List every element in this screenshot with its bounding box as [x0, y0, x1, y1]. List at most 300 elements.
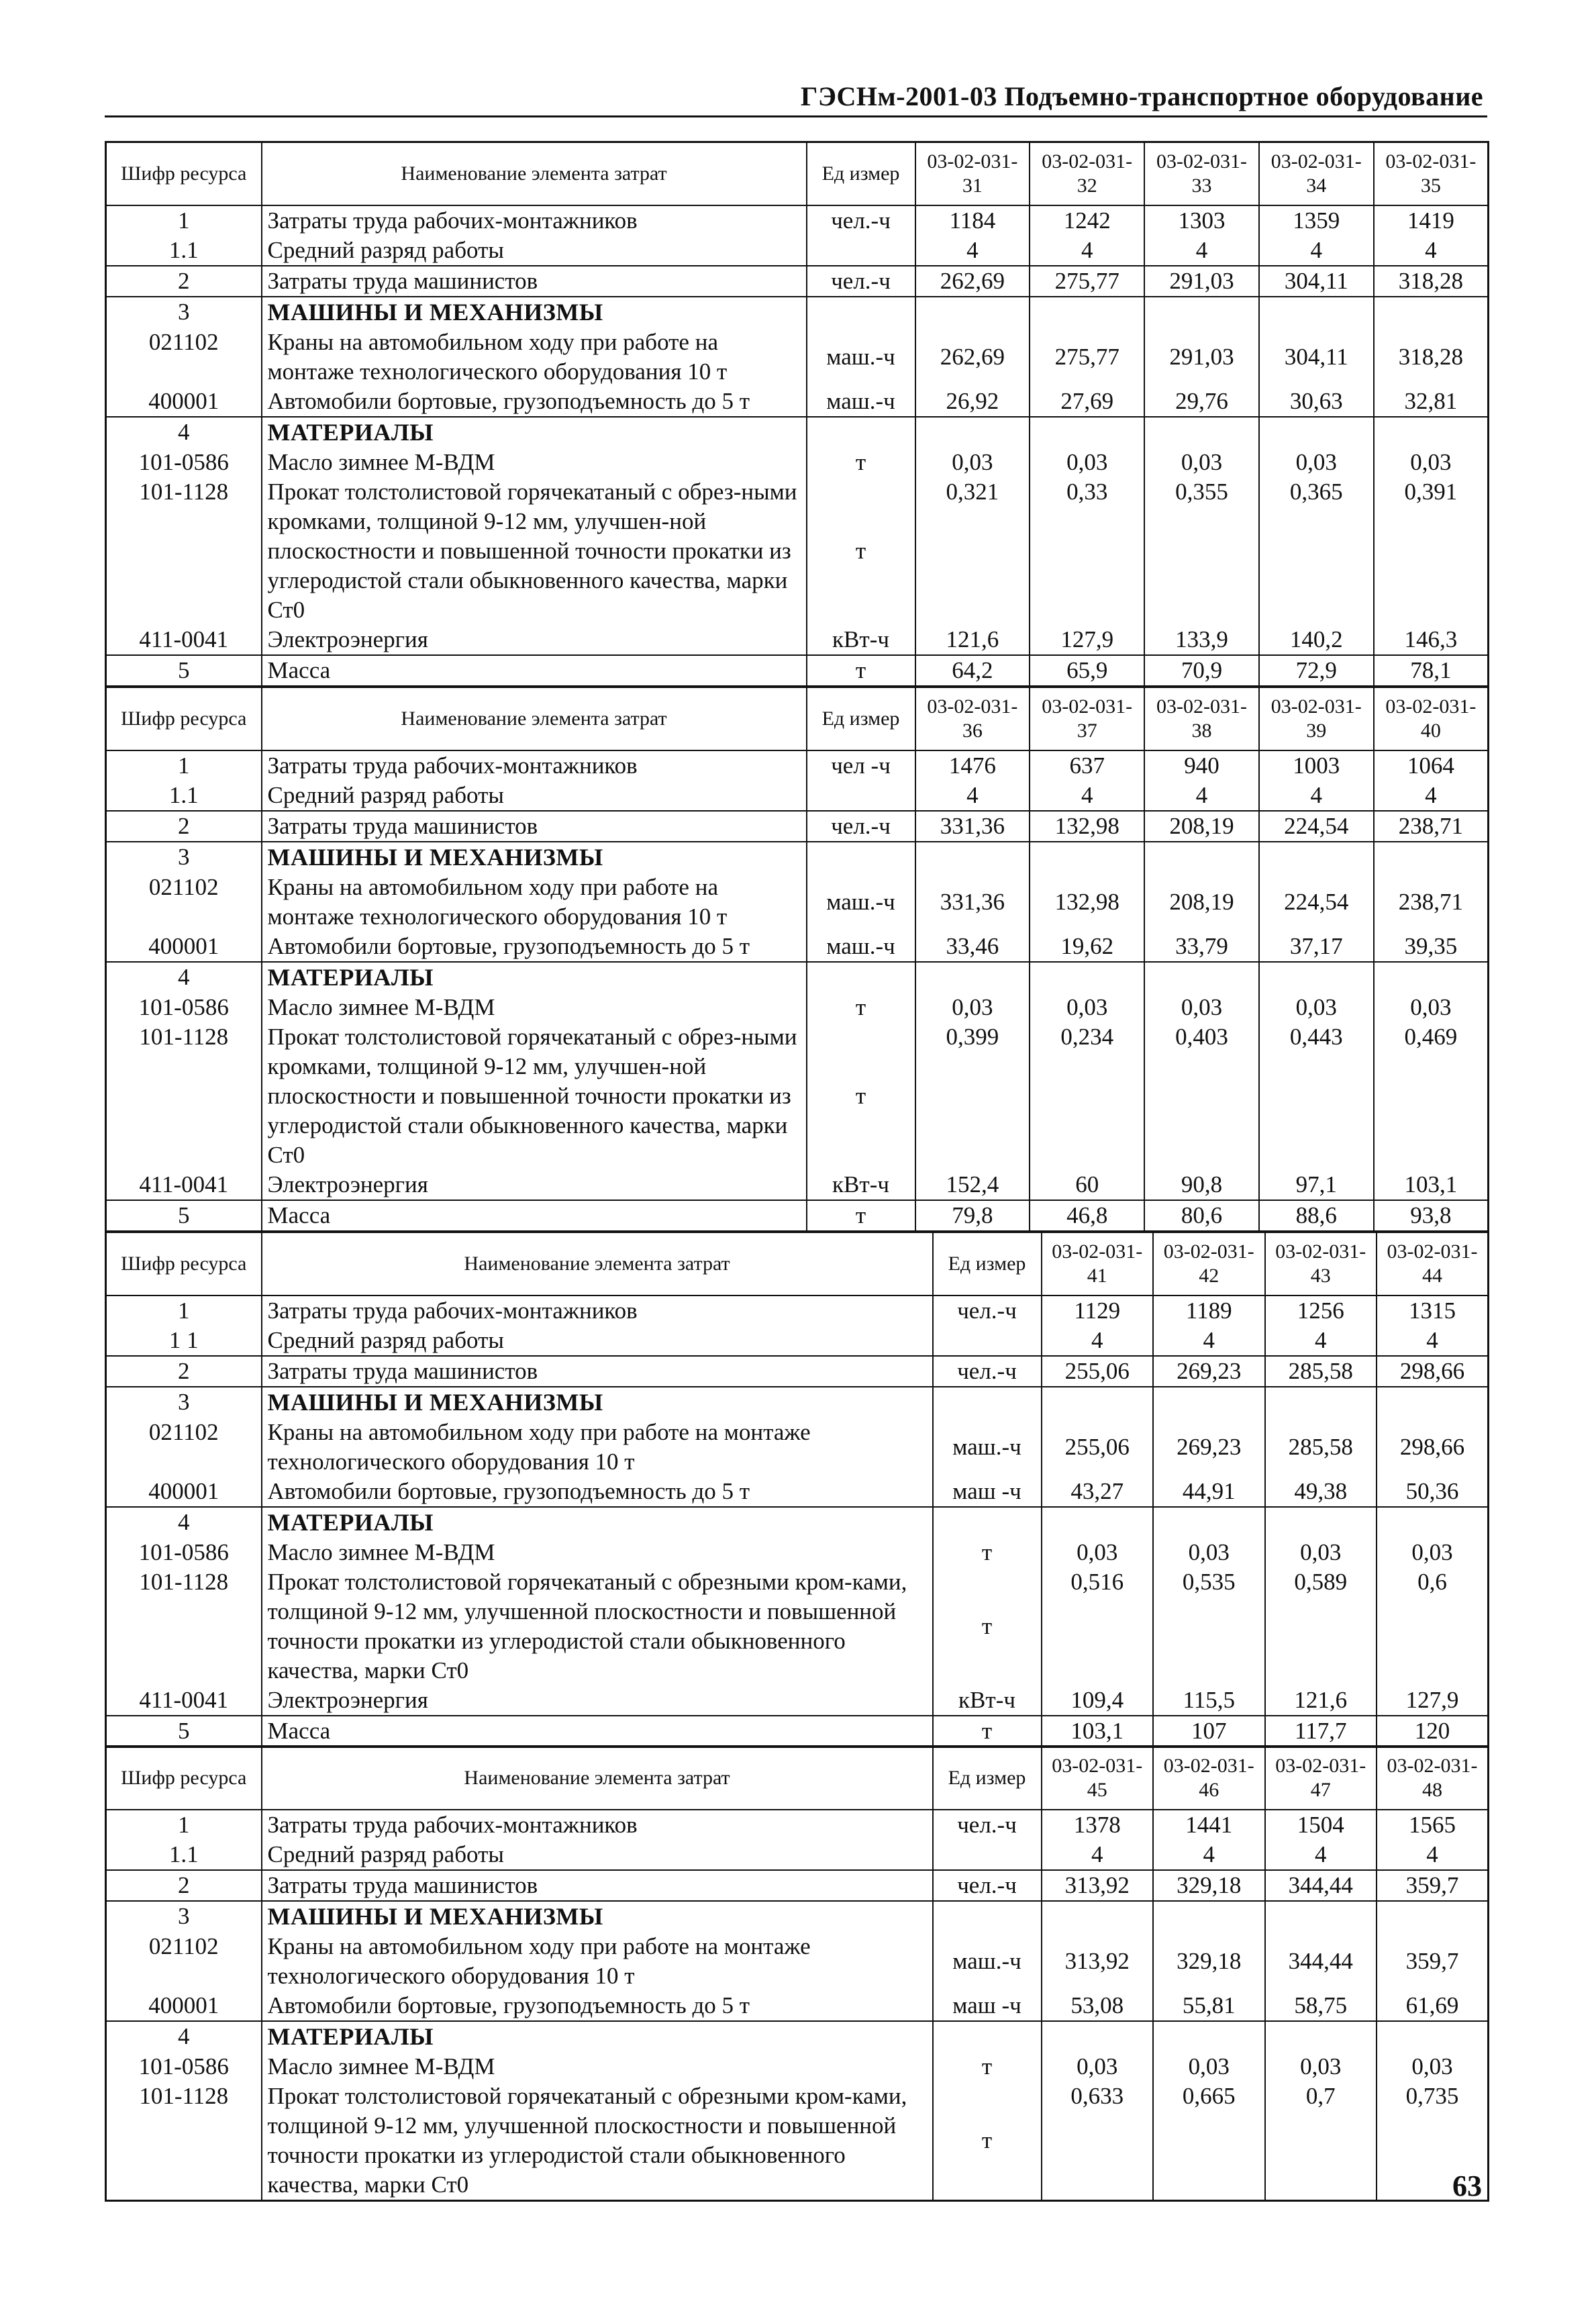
norm-value: 329,18	[1153, 1870, 1265, 1901]
resource-table-3	[105, 1231, 1489, 1748]
cost-element-text: МАТЕРИАЛЫ	[267, 419, 434, 446]
header-norm-code: 03-02-031-35	[1374, 142, 1489, 206]
unit-of-measure: т	[933, 1538, 1042, 1567]
cost-element-text: Прокат толстолистовой горячекатаный с обрезными кром-ками, толщиной 9-12 мм, улучшенной плоскостности и повышенной точности прокатки из углеродистой стали обыкновенного качества, марки Ст0	[267, 2083, 907, 2198]
norm-value	[915, 297, 1030, 328]
cost-element-name	[262, 328, 807, 387]
norm-value: 146,3	[1374, 625, 1489, 655]
norm-value: 46,8	[1030, 1200, 1144, 1232]
norm-value: 329,18	[1153, 1932, 1265, 1991]
cost-element-text: МАШИНЫ И МЕХАНИЗМЫ	[267, 1903, 603, 1930]
table-header-row	[106, 687, 1489, 751]
norm-value	[1374, 842, 1489, 873]
resource-table-2	[105, 686, 1489, 1232]
section-heading	[262, 962, 807, 993]
resource-code: 411-0041	[106, 625, 262, 655]
cost-element-name	[262, 1810, 933, 1840]
header-norm-code: 03-02-031-41	[1042, 1232, 1154, 1296]
table-row	[106, 1991, 1489, 2021]
section-heading	[262, 1387, 933, 1418]
norm-value: 1184	[915, 205, 1030, 236]
norm-value: 0,469	[1374, 1022, 1489, 1170]
norm-value: 1129	[1042, 1296, 1154, 1326]
resource-code: 021102	[106, 873, 262, 932]
section-heading	[262, 1901, 933, 1932]
table-row	[106, 1170, 1489, 1200]
norm-value	[1259, 842, 1374, 873]
norm-value: 72,9	[1259, 655, 1374, 687]
header-code: Шифр ресурса	[106, 1232, 262, 1296]
header-norm-code: 03-02-031-38	[1144, 687, 1259, 751]
norm-value: 120	[1377, 1716, 1489, 1747]
norm-value: 0,03	[1144, 448, 1259, 477]
norm-value	[1042, 1387, 1154, 1418]
norm-value: 44,91	[1153, 1477, 1265, 1507]
table-row	[106, 2021, 1489, 2052]
table-row	[106, 1356, 1489, 1387]
unit-of-measure	[933, 1326, 1042, 1356]
norm-value: 1419	[1374, 205, 1489, 236]
resource-code: 021102	[106, 328, 262, 387]
norm-value: 0,355	[1144, 477, 1259, 625]
unit-of-measure	[933, 2021, 1042, 2052]
resource-code: 1.1	[106, 1840, 262, 1870]
norm-value: 0,03	[915, 993, 1030, 1022]
norm-value: 133,9	[1144, 625, 1259, 655]
norm-value: 208,19	[1144, 811, 1259, 842]
resource-code: 101-0586	[106, 448, 262, 477]
cost-element-text: МАШИНЫ И МЕХАНИЗМЫ	[267, 1389, 603, 1416]
unit-of-measure: маш.-ч	[807, 932, 915, 962]
norm-value: 37,17	[1259, 932, 1374, 962]
cost-element-name	[262, 2082, 933, 2201]
resource-code: 3	[106, 297, 262, 328]
resource-code: 1	[106, 750, 262, 781]
norm-value: 275,77	[1030, 266, 1144, 297]
cost-element-name	[262, 1870, 933, 1901]
norm-value	[1144, 842, 1259, 873]
norm-value: 313,92	[1042, 1932, 1154, 1991]
norm-value	[1030, 297, 1144, 328]
cost-element-text: МАТЕРИАЛЫ	[267, 964, 434, 991]
norm-value: 238,71	[1374, 811, 1489, 842]
norm-value: 64,2	[915, 655, 1030, 687]
cost-element-text: Масло зимнее М-ВДМ	[267, 994, 495, 1020]
norm-value: 1315	[1377, 1296, 1489, 1326]
norm-value	[1377, 2021, 1489, 2052]
norm-value: 88,6	[1259, 1200, 1374, 1232]
cost-element-name	[262, 750, 807, 781]
unit-of-measure: т	[933, 1567, 1042, 1685]
unit-of-measure	[807, 962, 915, 993]
norm-value: 152,4	[915, 1170, 1030, 1200]
cost-element-text: Масло зимнее М-ВДМ	[267, 449, 495, 475]
resource-code: 400001	[106, 1477, 262, 1507]
norm-value: 0,03	[1259, 448, 1374, 477]
cost-element-name	[262, 205, 807, 236]
resource-code: 4	[106, 1507, 262, 1538]
resource-code: 400001	[106, 387, 262, 417]
unit-of-measure: маш.-ч	[933, 1418, 1042, 1477]
cost-element-text: МАШИНЫ И МЕХАНИЗМЫ	[267, 299, 603, 326]
table-row	[106, 1418, 1489, 1477]
norm-value: 80,6	[1144, 1200, 1259, 1232]
cost-element-text: Краны на автомобильном ходу при работе на монтаже технологического оборудования 10 т	[267, 1419, 811, 1475]
table-row	[106, 1296, 1489, 1326]
page-header-title: ГЭСНм-2001-03 Подъемно-транспортное оборудование	[800, 81, 1483, 111]
norm-value: 0,03	[1144, 993, 1259, 1022]
norm-value: 0,234	[1030, 1022, 1144, 1170]
resource-code: 1	[106, 1296, 262, 1326]
norm-value: 298,66	[1377, 1356, 1489, 1387]
norm-value: 0,03	[1265, 1538, 1377, 1567]
norm-value: 115,5	[1153, 1685, 1265, 1716]
norm-value: 1189	[1153, 1296, 1265, 1326]
norm-value: 4	[1144, 781, 1259, 811]
norm-value: 0,03	[915, 448, 1030, 477]
norm-value	[1374, 417, 1489, 448]
norm-value	[1265, 1507, 1377, 1538]
norm-value	[1144, 417, 1259, 448]
norm-value	[1374, 962, 1489, 993]
norm-value: 0,03	[1153, 1538, 1265, 1567]
resource-code: 400001	[106, 932, 262, 962]
norm-value	[1042, 1507, 1154, 1538]
norm-value	[1030, 417, 1144, 448]
table-row	[106, 1200, 1489, 1232]
norm-value: 4	[1259, 236, 1374, 266]
resource-code: 4	[106, 962, 262, 993]
table-row	[106, 1685, 1489, 1716]
resource-code: 101-1128	[106, 2082, 262, 2201]
cost-element-text: Краны на автомобильном ходу при работе на монтаже технологического оборудования 10 т	[267, 329, 728, 385]
table-row	[106, 1840, 1489, 1870]
cost-element-text: Средний разряд работы	[267, 1327, 504, 1353]
norm-value	[1042, 2021, 1154, 2052]
resource-code: 021102	[106, 1418, 262, 1477]
header-norm-code: 03-02-031-33	[1144, 142, 1259, 206]
norm-value: 262,69	[915, 266, 1030, 297]
section-heading	[262, 2021, 933, 2052]
header-norm-code: 03-02-031-42	[1153, 1232, 1265, 1296]
norm-value: 1565	[1377, 1810, 1489, 1840]
norm-value: 0,403	[1144, 1022, 1259, 1170]
norm-value: 1003	[1259, 750, 1374, 781]
norm-value: 58,75	[1265, 1991, 1377, 2021]
cost-element-text: Масса	[267, 1202, 331, 1228]
norm-value: 132,98	[1030, 811, 1144, 842]
table-header-row	[106, 142, 1489, 206]
cost-element-text: Краны на автомобильном ходу при работе на монтаже технологического оборудования 10 т	[267, 1933, 811, 1989]
cost-element-name	[262, 873, 807, 932]
table-row	[106, 625, 1489, 655]
norm-value: 0,391	[1374, 477, 1489, 625]
cost-element-name	[262, 1567, 933, 1685]
norm-value: 19,62	[1030, 932, 1144, 962]
norm-value: 359,7	[1377, 1870, 1489, 1901]
table-row	[106, 842, 1489, 873]
norm-value: 0,03	[1030, 993, 1144, 1022]
cost-element-name	[262, 1326, 933, 1356]
table-row	[106, 655, 1489, 687]
norm-value: 0,365	[1259, 477, 1374, 625]
norm-value: 32,81	[1374, 387, 1489, 417]
norm-value: 107	[1153, 1716, 1265, 1747]
unit-of-measure	[933, 1901, 1042, 1932]
norm-value: 318,28	[1374, 266, 1489, 297]
cost-element-name	[262, 1538, 933, 1567]
unit-of-measure: маш.-ч	[807, 328, 915, 387]
norm-value	[1377, 1387, 1489, 1418]
cost-element-text: Масса	[267, 1718, 331, 1744]
resource-code: 4	[106, 2021, 262, 2052]
norm-value: 127,9	[1030, 625, 1144, 655]
unit-of-measure	[933, 1840, 1042, 1870]
norm-value: 344,44	[1265, 1870, 1377, 1901]
cost-element-name	[262, 811, 807, 842]
table-row	[106, 962, 1489, 993]
norm-value: 359,7	[1377, 1932, 1489, 1991]
norm-value: 4	[1377, 1326, 1489, 1356]
norm-value: 4	[1265, 1326, 1377, 1356]
resource-code: 2	[106, 811, 262, 842]
unit-of-measure: т	[933, 2052, 1042, 2082]
norm-value: 255,06	[1042, 1418, 1154, 1477]
header-unit: Ед измер	[933, 1232, 1042, 1296]
norm-value: 262,69	[915, 328, 1030, 387]
norm-value	[1259, 962, 1374, 993]
norm-value: 285,58	[1265, 1418, 1377, 1477]
norm-value: 50,36	[1377, 1477, 1489, 1507]
norm-value: 4	[1265, 1840, 1377, 1870]
header-norm-code: 03-02-031-40	[1374, 687, 1489, 751]
norm-value: 65,9	[1030, 655, 1144, 687]
cost-element-name	[262, 477, 807, 625]
norm-value	[915, 417, 1030, 448]
table-row	[106, 1022, 1489, 1170]
cost-element-name	[262, 387, 807, 417]
norm-value: 0,03	[1377, 2052, 1489, 2082]
header-norm-code: 03-02-031-34	[1259, 142, 1374, 206]
table-row	[106, 873, 1489, 932]
norm-value: 43,27	[1042, 1477, 1154, 1507]
cost-element-name	[262, 932, 807, 962]
table-row	[106, 387, 1489, 417]
norm-value: 4	[1042, 1326, 1154, 1356]
table-row	[106, 417, 1489, 448]
norm-value	[1265, 2021, 1377, 2052]
norm-value: 127,9	[1377, 1685, 1489, 1716]
unit-of-measure	[807, 417, 915, 448]
resource-code: 101-0586	[106, 1538, 262, 1567]
unit-of-measure: т	[807, 993, 915, 1022]
cost-element-text: Прокат толстолистовой горячекатаный с обрез-ными кромками, толщиной 9-12 мм, улучшен-ной плоскостности и повышенной точности прокатки из углеродистой стали обыкновенного качества, марки Ст0	[267, 1024, 797, 1168]
cost-element-text: Электроэнергия	[267, 626, 428, 652]
unit-of-measure: чел.-ч	[807, 266, 915, 297]
norm-value: 940	[1144, 750, 1259, 781]
unit-of-measure: маш -ч	[933, 1477, 1042, 1507]
norm-value: 0,535	[1153, 1567, 1265, 1685]
cost-element-name	[262, 655, 807, 687]
unit-of-measure: т	[807, 477, 915, 625]
cost-element-text: Прокат толстолистовой горячекатаный с обрез-ными кромками, толщиной 9-12 мм, улучшен-ной плоскостности и повышенной точности прокатки из углеродистой стали обыкновенного качества, марки Ст0	[267, 479, 797, 623]
section-heading	[262, 417, 807, 448]
table-row	[106, 297, 1489, 328]
header-norm-code: 03-02-031-36	[915, 687, 1030, 751]
norm-value: 255,06	[1042, 1356, 1154, 1387]
norm-value: 93,8	[1374, 1200, 1489, 1232]
norm-value: 4	[1144, 236, 1259, 266]
table-row	[106, 1507, 1489, 1538]
header-norm-code: 03-02-031-48	[1377, 1747, 1489, 1810]
cost-element-name	[262, 1200, 807, 1232]
header-norm-code: 03-02-031-44	[1377, 1232, 1489, 1296]
cost-element-text: Затраты труда рабочих-монтажников	[267, 752, 638, 779]
header-norm-code: 03-02-031-31	[915, 142, 1030, 206]
norm-value	[1153, 1507, 1265, 1538]
cost-element-name	[262, 2052, 933, 2082]
cost-element-name	[262, 1356, 933, 1387]
unit-of-measure	[807, 781, 915, 811]
table-row	[106, 205, 1489, 236]
table-row	[106, 1901, 1489, 1932]
unit-of-measure: чел.-ч	[933, 1356, 1042, 1387]
norm-value: 79,8	[915, 1200, 1030, 1232]
norm-value: 318,28	[1374, 328, 1489, 387]
norm-value: 0,665	[1153, 2082, 1265, 2201]
table-row	[106, 1932, 1489, 1991]
cost-element-name	[262, 1716, 933, 1747]
header-norm-code: 03-02-031-46	[1153, 1747, 1265, 1810]
norm-value: 0,03	[1153, 2052, 1265, 2082]
cost-element-text: Автомобили бортовые, грузоподъемность до 5 т	[267, 933, 750, 959]
resource-code: 4	[106, 417, 262, 448]
norm-value: 0,33	[1030, 477, 1144, 625]
norm-value: 238,71	[1374, 873, 1489, 932]
unit-of-measure: т	[807, 1022, 915, 1170]
norm-value: 33,79	[1144, 932, 1259, 962]
resource-code: 1.1	[106, 781, 262, 811]
norm-value	[1374, 297, 1489, 328]
unit-of-measure: чел.-ч	[933, 1810, 1042, 1840]
norm-value: 0,03	[1374, 448, 1489, 477]
norm-value: 103,1	[1374, 1170, 1489, 1200]
norm-value: 4	[1030, 781, 1144, 811]
resource-code: 2	[106, 1870, 262, 1901]
unit-of-measure: т	[807, 655, 915, 687]
resource-code: 411-0041	[106, 1685, 262, 1716]
resource-code: 021102	[106, 1932, 262, 1991]
resource-code: 1.1	[106, 236, 262, 266]
norm-value: 0,443	[1259, 1022, 1374, 1170]
norm-value: 4	[1259, 781, 1374, 811]
section-heading	[262, 1507, 933, 1538]
norm-value: 269,23	[1153, 1356, 1265, 1387]
norm-value: 0,399	[915, 1022, 1030, 1170]
unit-of-measure: т	[807, 1200, 915, 1232]
table-row	[106, 1326, 1489, 1356]
cost-element-text: Электроэнергия	[267, 1171, 428, 1198]
norm-value: 0,03	[1030, 448, 1144, 477]
norm-value: 39,35	[1374, 932, 1489, 962]
resource-code: 101-1128	[106, 1022, 262, 1170]
resource-code: 3	[106, 1901, 262, 1932]
norm-value: 90,8	[1144, 1170, 1259, 1200]
resource-code: 1 1	[106, 1326, 262, 1356]
cost-element-name	[262, 1022, 807, 1170]
table-row	[106, 781, 1489, 811]
norm-value: 0,03	[1042, 2052, 1154, 2082]
norm-value: 0,589	[1265, 1567, 1377, 1685]
norm-value	[1265, 1387, 1377, 1418]
norm-value	[1259, 297, 1374, 328]
cost-element-name	[262, 1418, 933, 1477]
norm-value: 0,321	[915, 477, 1030, 625]
header-norm-code: 03-02-031-47	[1265, 1747, 1377, 1810]
norm-value: 4	[1374, 781, 1489, 811]
resource-code: 1	[106, 1810, 262, 1840]
norm-value: 121,6	[1265, 1685, 1377, 1716]
norm-value: 0,03	[1259, 993, 1374, 1022]
cost-element-name	[262, 266, 807, 297]
unit-of-measure: маш -ч	[933, 1991, 1042, 2021]
unit-of-measure: чел.-ч	[933, 1870, 1042, 1901]
norm-value: 1303	[1144, 205, 1259, 236]
norm-value: 4	[1153, 1840, 1265, 1870]
unit-of-measure	[807, 842, 915, 873]
norm-value: 29,76	[1144, 387, 1259, 417]
cost-element-text: Затраты труда машинистов	[267, 268, 538, 294]
unit-of-measure: т	[807, 448, 915, 477]
table-row	[106, 328, 1489, 387]
unit-of-measure: т	[933, 1716, 1042, 1747]
norm-value: 285,58	[1265, 1356, 1377, 1387]
cost-element-text: Масло зимнее М-ВДМ	[267, 2053, 495, 2080]
cost-element-text: Затраты труда рабочих-монтажников	[267, 1812, 638, 1838]
unit-of-measure: маш.-ч	[933, 1932, 1042, 1991]
norm-value: 1256	[1265, 1296, 1377, 1326]
norm-value: 97,1	[1259, 1170, 1374, 1200]
cost-element-text: Средний разряд работы	[267, 1841, 504, 1867]
norm-value: 0,6	[1377, 1567, 1489, 1685]
norm-value: 344,44	[1265, 1932, 1377, 1991]
table-row	[106, 1870, 1489, 1901]
norm-value	[1030, 962, 1144, 993]
header-code: Шифр ресурса	[106, 142, 262, 206]
resource-code: 5	[106, 655, 262, 687]
norm-value: 208,19	[1144, 873, 1259, 932]
cost-element-text: Краны на автомобильном ходу при работе на монтаже технологического оборудования 10 т	[267, 874, 728, 930]
norm-value: 78,1	[1374, 655, 1489, 687]
norm-value: 49,38	[1265, 1477, 1377, 1507]
cost-element-text: Затраты труда рабочих-монтажников	[267, 207, 638, 234]
norm-value: 0,03	[1377, 1538, 1489, 1567]
unit-of-measure	[933, 1387, 1042, 1418]
norm-value: 33,46	[915, 932, 1030, 962]
table-row	[106, 1477, 1489, 1507]
cost-element-text: МАТЕРИАЛЫ	[267, 2023, 434, 2050]
header-code: Шифр ресурса	[106, 1747, 262, 1810]
norm-value: 331,36	[915, 873, 1030, 932]
cost-element-text: МАТЕРИАЛЫ	[267, 1509, 434, 1536]
section-heading	[262, 842, 807, 873]
resource-code: 5	[106, 1716, 262, 1747]
norm-value: 224,54	[1259, 811, 1374, 842]
cost-element-text: Затраты труда машинистов	[267, 813, 538, 839]
norm-value: 70,9	[1144, 655, 1259, 687]
table-row	[106, 2052, 1489, 2082]
norm-value	[1153, 1901, 1265, 1932]
